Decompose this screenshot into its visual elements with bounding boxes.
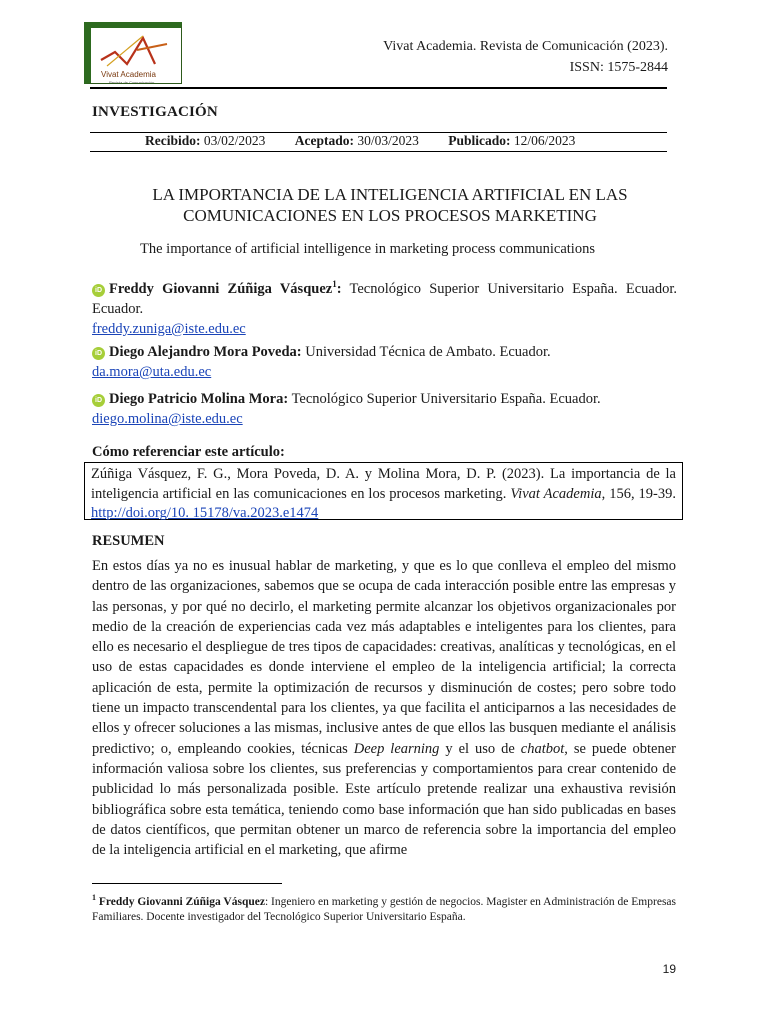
author-email-link[interactable]: da.mora@uta.edu.ec (92, 364, 212, 380)
article-subtitle: The importance of artificial intelligence in marketing process communications (140, 241, 595, 257)
orcid-icon[interactable]: iD (92, 347, 105, 360)
abstract-body (92, 556, 676, 860)
abstract-heading: RESUMEN (92, 533, 165, 549)
author-email-link[interactable]: freddy.zuniga@iste.edu.ec (92, 320, 246, 337)
citation-heading: Cómo referenciar este artículo: (92, 444, 285, 460)
footnote-rule (92, 883, 282, 884)
published-date: 12/06/2023 (513, 133, 576, 148)
footnote-text: : Ingeniero en marketing y gestión de negocios. Magister en Administración de Empresas Familiares. Docente investigador del Tecnológico Superior Universitario España. (92, 895, 676, 923)
received-date: 03/02/2023 (203, 133, 266, 148)
author-affiliation: Universidad Técnica de Ambato. Ecuador. (305, 344, 551, 360)
logo-mark-icon (97, 30, 177, 70)
author-block-3 (92, 389, 677, 429)
abstract-text-3: , se puede obtener información valiosa sobre los clientes, sus preferencias y comportamientos para crear contenido de publicidad lo más personalizada posible. Este artículo pretende realizar una exhaustiva revisión bibliográfica sobre esta temática, teniendo como base información que han sido publicadas en bases de datos científicos, que permitan obtener un marco de referencia sobre la importancia del empleo de la inteligencia artificial en el marketing, que afirme (92, 740, 676, 859)
article-title: LA IMPORTANCIA DE LA INTELIGENCIA ARTIFICIAL EN LAS COMUNICACIONES EN LOS PROCESOS MARKETING (152, 185, 628, 225)
author-name: Freddy Giovanni Zúñiga Vásquez (109, 280, 333, 297)
citation-pages: , 156, 19-39. (601, 485, 676, 502)
citation-box (84, 462, 683, 520)
journal-name: Vivat Academia. Revista de Comunicación (2023). (383, 39, 668, 54)
doi-link[interactable]: http://doi.org/10. 15178/va.2023.e1474 (91, 505, 319, 521)
author-footnote-mark: 1 (332, 279, 337, 289)
dates-line (145, 133, 575, 149)
author-block-1: iD Freddy Giovanni Zúñiga Vásquez$^1$: Tecnológico Superior Universitario España. Ecuador. Ecuador. freddy.zuniga@iste.edu.ec (92, 279, 677, 337)
abstract-text-2: y el uso de (439, 740, 521, 757)
logo-subtitle: Revista de Comunicación (109, 80, 155, 84)
citation-text: Zúñiga Vásquez, F. G., Mora Poveda, D. A. y Molina Mora, D. P. (2023). La importancia de la inteligencia artificial en las comunicaciones en los procesos marketing. (91, 466, 676, 502)
orcid-icon[interactable]: iD (92, 394, 105, 407)
section-label: INVESTIGACIÓN (92, 104, 218, 120)
header-rule (90, 87, 667, 89)
author-affiliation: Tecnológico Superior Universitario España. Ecuador. (291, 391, 601, 407)
footnote-name: Freddy Giovanni Zúñiga Vásquez (98, 895, 265, 908)
author-name: Diego Patricio Molina Mora: (109, 391, 289, 407)
received-label: Recibido: (145, 133, 201, 148)
abstract-text-1: En estos días ya no es inusual hablar de marketing, y que es lo que conlleva el empleo del mismo dentro de las organizaciones, sabemos que se ocupa de cada interacción posible entre las empresas y las personas, y por qué no decirlo, el marketing permite alcanzar los objetivos organizacionales por medio de la creación de experiencias cada vez más adaptables e inteligentes para los clientes, para ello es necesario el despliegue de tres tipos de capacidades: creativas, analíticas y tecnológicas, en el uso de estas capacidades es donde interviene el empleo de la inteligencia artificial; la correcta aplicación de esta, permite la optimización de recursos y disminución de costes; pero sobre todo tiene un impacto transcendental para los clientes, ya que facilita el anticiparnos a las necesidades de ellos y ofrecer soluciones a las mismas, inclusive antes de que ellos las busquen mediante el análisis predictivo; o, empleando cookies, técnicas (92, 558, 676, 757)
accepted-date: 30/03/2023 (357, 133, 419, 148)
orcid-icon[interactable]: iD (92, 284, 105, 297)
footnote-mark: 1 (92, 893, 96, 902)
footnote (92, 890, 676, 925)
journal-logo (84, 22, 182, 84)
author-email-link[interactable]: diego.molina@iste.edu.ec (92, 411, 243, 427)
citation-journal: Vivat Academia (510, 485, 602, 502)
author-name: Diego Alejandro Mora Poveda: (109, 344, 302, 360)
abstract-italic-1: Deep learning (353, 740, 440, 757)
page-number: 19 (662, 962, 676, 976)
issn: ISSN: 1575-2844 (569, 60, 668, 75)
published-label: Publicado: (448, 133, 511, 148)
author-block-2 (92, 342, 677, 382)
abstract-italic-2: chatbot (520, 740, 565, 757)
accepted-label: Aceptado: (294, 133, 355, 148)
logo-name: Vivat Academia (101, 70, 156, 79)
author-affiliation: Tecnológico Superior Universitario España. Ecuador. Ecuador. (92, 280, 677, 317)
